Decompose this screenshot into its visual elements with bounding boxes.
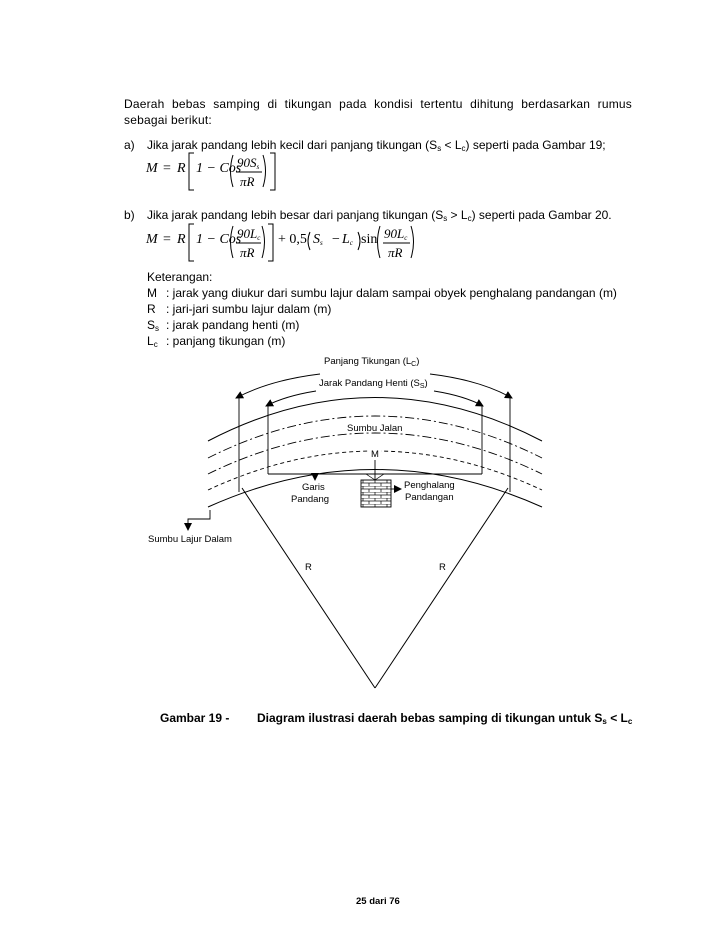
formula-b-r: R (177, 232, 186, 247)
formula-b-one-minus-cos: 1 − Cos (196, 232, 242, 247)
keterangan-sym-r: R (147, 302, 156, 316)
formula-b-minus: − (332, 232, 340, 247)
formula-b-denominator-2: πR (388, 245, 403, 260)
radius-line-right (375, 488, 508, 688)
caption-text: Diagram ilustrasi daerah bebas samping di tikungan untuk $S_s < L_c$ (257, 711, 633, 726)
keterangan-sym-m: M (147, 286, 157, 300)
formula-b-lhs: M (146, 232, 158, 247)
intro-line-2: sebagai berikut: (124, 113, 212, 127)
formula-a-r: R (177, 161, 186, 176)
formula-b-s: $S_s$ (313, 232, 323, 247)
formula-a-denominator: πR (240, 174, 255, 189)
label-panjang-tikungan: Panjang Tikungan $(L_C)$ (324, 356, 420, 368)
case-b-text: Jika jarak pandang lebih besar dari panjang tikungan $(S_s > L_c)$ seperti pada Gambar 20. (147, 208, 612, 223)
jarak-pandang-arc-left (266, 391, 316, 406)
label-r-left: R (305, 562, 312, 573)
label-pandang: Pandang (291, 494, 330, 505)
keterangan-sym-lc: $L_c$ (147, 334, 158, 349)
label-jarak-pandang: Jarak Pandang Henti $(S_S)$ (319, 378, 428, 390)
keterangan-desc-lc: : panjang tikungan (m) (166, 334, 286, 348)
formula-b-denominator: πR (240, 245, 255, 260)
formula-b-numerator-2: $90L_c$ (384, 226, 408, 242)
label-r-right: R (439, 562, 446, 573)
label-sumbu-lajur-dalam: Sumbu Lajur Dalam (148, 534, 232, 545)
formula-a-one-minus-cos: 1 − Cos (196, 161, 242, 176)
formula-b-l: $L_c$ (342, 232, 353, 247)
page-number: 25 dari 76 (356, 896, 400, 907)
formula-b-eq: = (163, 232, 171, 247)
keterangan-title: Keterangan: (147, 270, 213, 284)
formula-b-sin: sin (361, 232, 378, 247)
obstacle-icon (361, 480, 391, 507)
keterangan-desc-m: : jarak yang diukur dari sumbu lajur dalam sampai obyek penghalang pandangan (m) (166, 286, 617, 300)
case-a-label: a) (124, 138, 135, 152)
caption-number: Gambar 19 - (160, 711, 230, 725)
intro-line-1: Daerah bebas samping di tikungan pada kondisi tertentu dihitung berdasarkan rumus (124, 97, 632, 111)
case-b-label: b) (124, 208, 135, 222)
keterangan-sym-ss: $S_s$ (147, 318, 160, 333)
formula-a-numerator: $90S_s$ (237, 155, 260, 171)
formula-a-lhs: M (146, 161, 158, 176)
label-penghalang: Penghalang (404, 480, 455, 491)
formula-b-plus: + 0,5 (278, 232, 307, 247)
label-m: M (371, 449, 379, 460)
jarak-pandang-arc-right (434, 391, 483, 406)
formula-a-eq: = (163, 161, 171, 176)
label-sumbu-jalan: Sumbu Jalan (347, 423, 403, 434)
keterangan-desc-ss: : jarak pandang henti (m) (166, 318, 300, 332)
keterangan-desc-r: : jari-jari sumbu lajur dalam (m) (166, 302, 332, 316)
panjang-tikungan-arc-right (430, 374, 512, 398)
case-a-text: Jika jarak pandang lebih kecil dari panjang tikungan $(S_s < L_c)$ seperti pada Gambar 19; (147, 138, 606, 153)
radius-line-left (242, 488, 375, 688)
label-garis: Garis (302, 482, 325, 493)
panjang-tikungan-arc-left (236, 374, 320, 398)
formula-b-numerator: $90L_c$ (237, 226, 261, 242)
label-pandangan: Pandangan (405, 492, 454, 503)
